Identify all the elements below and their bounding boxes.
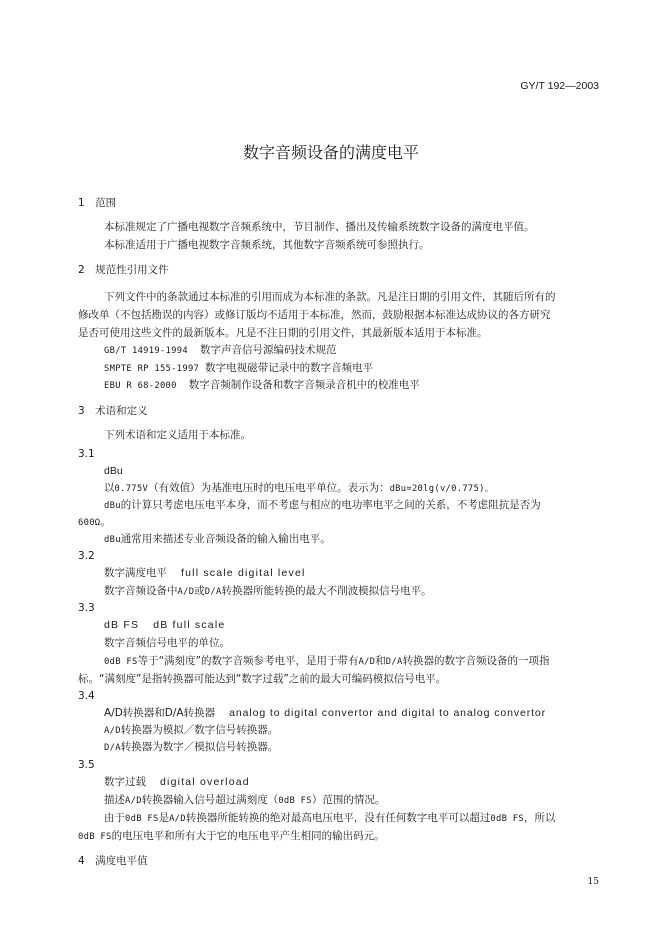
text: 的计算只考虑电压电平本身，而不考虑与相应的电功率电平之间的关系，不考虑阻抗是否为 (120, 499, 541, 511)
text: 是 (158, 812, 170, 824)
term-note (104, 654, 550, 669)
term-definition (104, 793, 385, 808)
reference-code: GB/T 14919-1994 (104, 346, 188, 356)
code: 0dB FS (278, 796, 312, 806)
text: 的电压电平和所有大于它的电压电平产生相同的输出码元。 (111, 830, 385, 842)
code: D/A (204, 587, 222, 597)
reference-title: 数字音频制作设备和数字音频录音机中的校准电平 (188, 379, 420, 391)
text: ，所以 (523, 812, 556, 824)
text: 通常用来描述专业音频设备的输入输出电平。 (120, 533, 331, 545)
text: 转换器为模拟／数字信号转换器。 (120, 724, 279, 736)
code: 0dB FS (78, 832, 112, 842)
section-3-heading: 3 术语和定义 (78, 405, 148, 417)
term-zh: A/D转换器和D/A转换器 (104, 707, 216, 719)
term-name (104, 618, 225, 632)
term-definition (104, 481, 494, 496)
term-name (104, 566, 306, 580)
text: 和 (375, 655, 386, 667)
text: 数字音频设备中 (104, 585, 178, 597)
term-en: analog to digital convertor and digital to analog convertor (229, 707, 547, 719)
code: 0dB FS (490, 814, 524, 824)
text: 等于“满刻度”的数字音频参考电平，是用于带有 (137, 655, 359, 667)
standard-code: GY/T 192—2003 (520, 80, 599, 92)
term-definition (104, 723, 278, 738)
code: A/D (358, 657, 376, 667)
reference-code: EBU R 68-2000 (104, 381, 177, 391)
term-definition (104, 584, 432, 599)
text: 或 (194, 585, 205, 597)
reference-item (104, 343, 336, 358)
text: 描述 (104, 794, 125, 806)
reference-item (104, 378, 420, 393)
clause-number: 3.4 (78, 690, 95, 702)
code: D/A (385, 657, 403, 667)
code: 0.775V (114, 484, 149, 494)
term-note (78, 515, 111, 530)
text: 转换器所能转换的绝对最高电压电平，没有任何数字电平可以超过 (185, 812, 491, 824)
term-note: 标。“满刻度”是指转换器可能达到“数字过载”之前的最大可编码模拟信号电平。 (78, 673, 447, 685)
code: 0dB FS (125, 814, 159, 824)
term-name (104, 775, 250, 789)
text: 以 (104, 482, 115, 494)
code: D/A (104, 743, 121, 753)
term-en: dB full scale (153, 619, 226, 631)
clause-number: 3.2 (78, 550, 95, 562)
code: 600Ω (78, 518, 101, 528)
text: ）范围的情况。 (311, 794, 386, 806)
clause-number: 3.1 (78, 448, 95, 460)
code: 0dB FS (104, 657, 138, 667)
section-1-heading: 1 范围 (78, 197, 117, 209)
term-note (104, 811, 555, 826)
clause-number: 3.5 (78, 759, 95, 771)
term-name: dBu (104, 465, 123, 477)
term-en: full scale digital level (181, 567, 306, 579)
term-note (104, 498, 541, 513)
term-zh: 数字过载 (104, 776, 146, 788)
code: A/D (169, 814, 186, 824)
text: 转换器所能转换的最大不削波模拟信号电平。 (221, 585, 432, 597)
text: 由于 (104, 812, 125, 824)
section-4-heading: 4 满度电平值 (78, 855, 148, 867)
section-3-intro: 下列术语和定义适用于本标准。 (104, 429, 251, 441)
reference-item (104, 361, 373, 376)
code: A/D (104, 726, 121, 736)
clause-number: 3.3 (78, 602, 95, 614)
document-title: 数字音频设备的满度电平 (242, 143, 419, 162)
section-1-paragraph: 本标准规定了广播电视数字音频系统中，节目制作、播出及传输系统数字设备的满度电平值。 (104, 221, 535, 233)
section-2-heading: 2 规范性引用文件 (78, 264, 169, 276)
term-definition (104, 740, 278, 755)
text: 。 (100, 516, 111, 528)
reference-title: 数字声音信号源编码技术规范 (199, 344, 337, 356)
formula: dBu=20lg(v/0.775)。 (389, 484, 494, 494)
text: 转换器为数字／模拟信号转换器。 (120, 741, 279, 753)
code: dBu (104, 535, 121, 545)
section-2-intro-line: 下列文件中的条款通过本标准的引用而成为本标准的条款。凡是注日期的引用文件，其随后所有的 (104, 291, 556, 303)
code: dBu (104, 501, 121, 511)
section-1-paragraph: 本标准适用于广播电视数字音频系统，其他数字音频系统可参照执行。 (104, 239, 430, 251)
reference-code: SMPTE RP 155-1997 (104, 364, 200, 374)
text: 转换器输入信号超过满刻度（ (141, 794, 279, 806)
code: A/D (125, 796, 142, 806)
term-en: digital overload (160, 776, 250, 788)
page-number: 15 (587, 877, 599, 887)
term-note (104, 532, 331, 547)
term-note (78, 829, 385, 844)
term-zh: 数字满度电平 (104, 567, 167, 579)
code: A/D (177, 587, 195, 597)
section-2-intro-line: 修改单（不包括勘误的内容）或修订版均不适用于本标准，然而，鼓励根据本标准达成协议的各方研究 (78, 309, 551, 321)
text: 转换器的数字音频设备的一项指 (402, 655, 550, 667)
term-name (104, 706, 546, 720)
term-definition: 数字音频信号电平的单位。 (104, 637, 230, 649)
text: （有效值）为基准电压时的电压电平单位。表示为： (148, 482, 390, 494)
term-abbrev: dB FS (104, 619, 140, 631)
reference-title: 数字电视磁带记录中的数字音频电平 (205, 362, 374, 374)
section-2-intro-line: 是否可使用这些文件的最新版本。凡是不注日期的引用文件，其最新版本适用于本标准。 (78, 327, 488, 339)
